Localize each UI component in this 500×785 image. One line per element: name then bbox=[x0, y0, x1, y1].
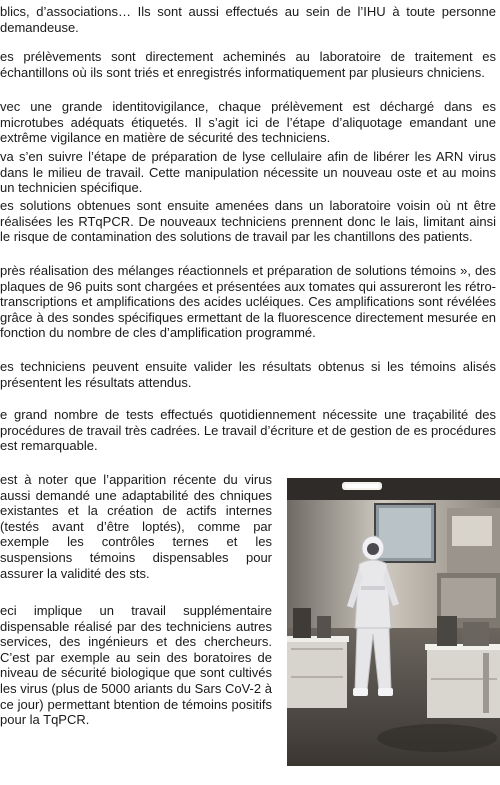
paragraph-aliquoting: vec une grande identitovigilance, chaque prélèvement est déchargé dans es microtubes adéquats étiquetés. Il s’agit ici de l’étape d’aliquotage emandant une extrême vigilance en matière de sécurité des techniciens. bbox=[0, 99, 496, 146]
laboratory-photo bbox=[287, 478, 500, 766]
paragraph-rtqpcr: es solutions obtenues sont ensuite amenées dans un laboratoire voisin où nt être réalisées les RTqPCR. De nouveaux techniciens prennent donc le lais, limitant ainsi le risque de contamination des solutions de travail par les chantillons des patients. bbox=[0, 198, 496, 245]
laboratory-photo-illustration bbox=[287, 478, 500, 766]
paragraph-virus-adaptability: est à noter que l’apparition récente du virus aussi demandé une adaptabilité des chniques existantes et la création de actifs internes (testés avant d’être loptés), comme par exemple les contrôles ternes et les suspensions témoins dispensables pour assurer la validité des sts. bbox=[0, 472, 272, 581]
paragraph-supplementary-work: eci implique un travail supplémentaire dispensable réalisé par des techniciens autres services, des ingénieurs et des chercheurs. C’est par exemple au sein des boratoires de niveau de sécurité biologique que sont cultivés les virus (plus de 5000 ariants du Sars CoV-2 à ce jour) permettant btention de témoins positifs pour la TqPCR. bbox=[0, 603, 272, 728]
paragraph-intro: blics, d’associations… Ils sont aussi effectués au sein de l’IHU à toute personne demandeuse. bbox=[0, 4, 496, 35]
paragraph-validation: es techniciens peuvent ensuite valider les résultats obtenus si les témoins alisés présentent les résultats attendus. bbox=[0, 359, 496, 390]
paragraph-traceability: e grand nombre de tests effectués quotidiennement nécessite une traçabilité des procédures de travail très cadrées. Le travail d’écriture et de gestion de es procédures est remarquable. bbox=[0, 407, 496, 454]
paragraph-amplification: près réalisation des mélanges réactionnels et préparation de solutions témoins », des plaques de 96 puits sont chargées et présentées aux tomates qui assureront les rétro-transcriptions et amplifications des acides ucléiques. Ces amplifications sont révélées grâce à des sondes spécifiques ermettant de la fluorescence directement mesurée en fonction du nombre de cles d’amplification programmé. bbox=[0, 263, 496, 341]
paragraph-lysis: va s’en suivre l’étape de préparation de lyse cellulaire afin de libérer les ARN virus dans le milieu de travail. Cette manipulation nécessite un nouveau oste et au moins un technicien spécifique. bbox=[0, 149, 496, 196]
paragraph-sample-routing: es prélèvements sont directement acheminés au laboratoire de traitement es échantillons où ils sont triés et enregistrés informatiquement par plusieurs chniciens. bbox=[0, 49, 496, 80]
